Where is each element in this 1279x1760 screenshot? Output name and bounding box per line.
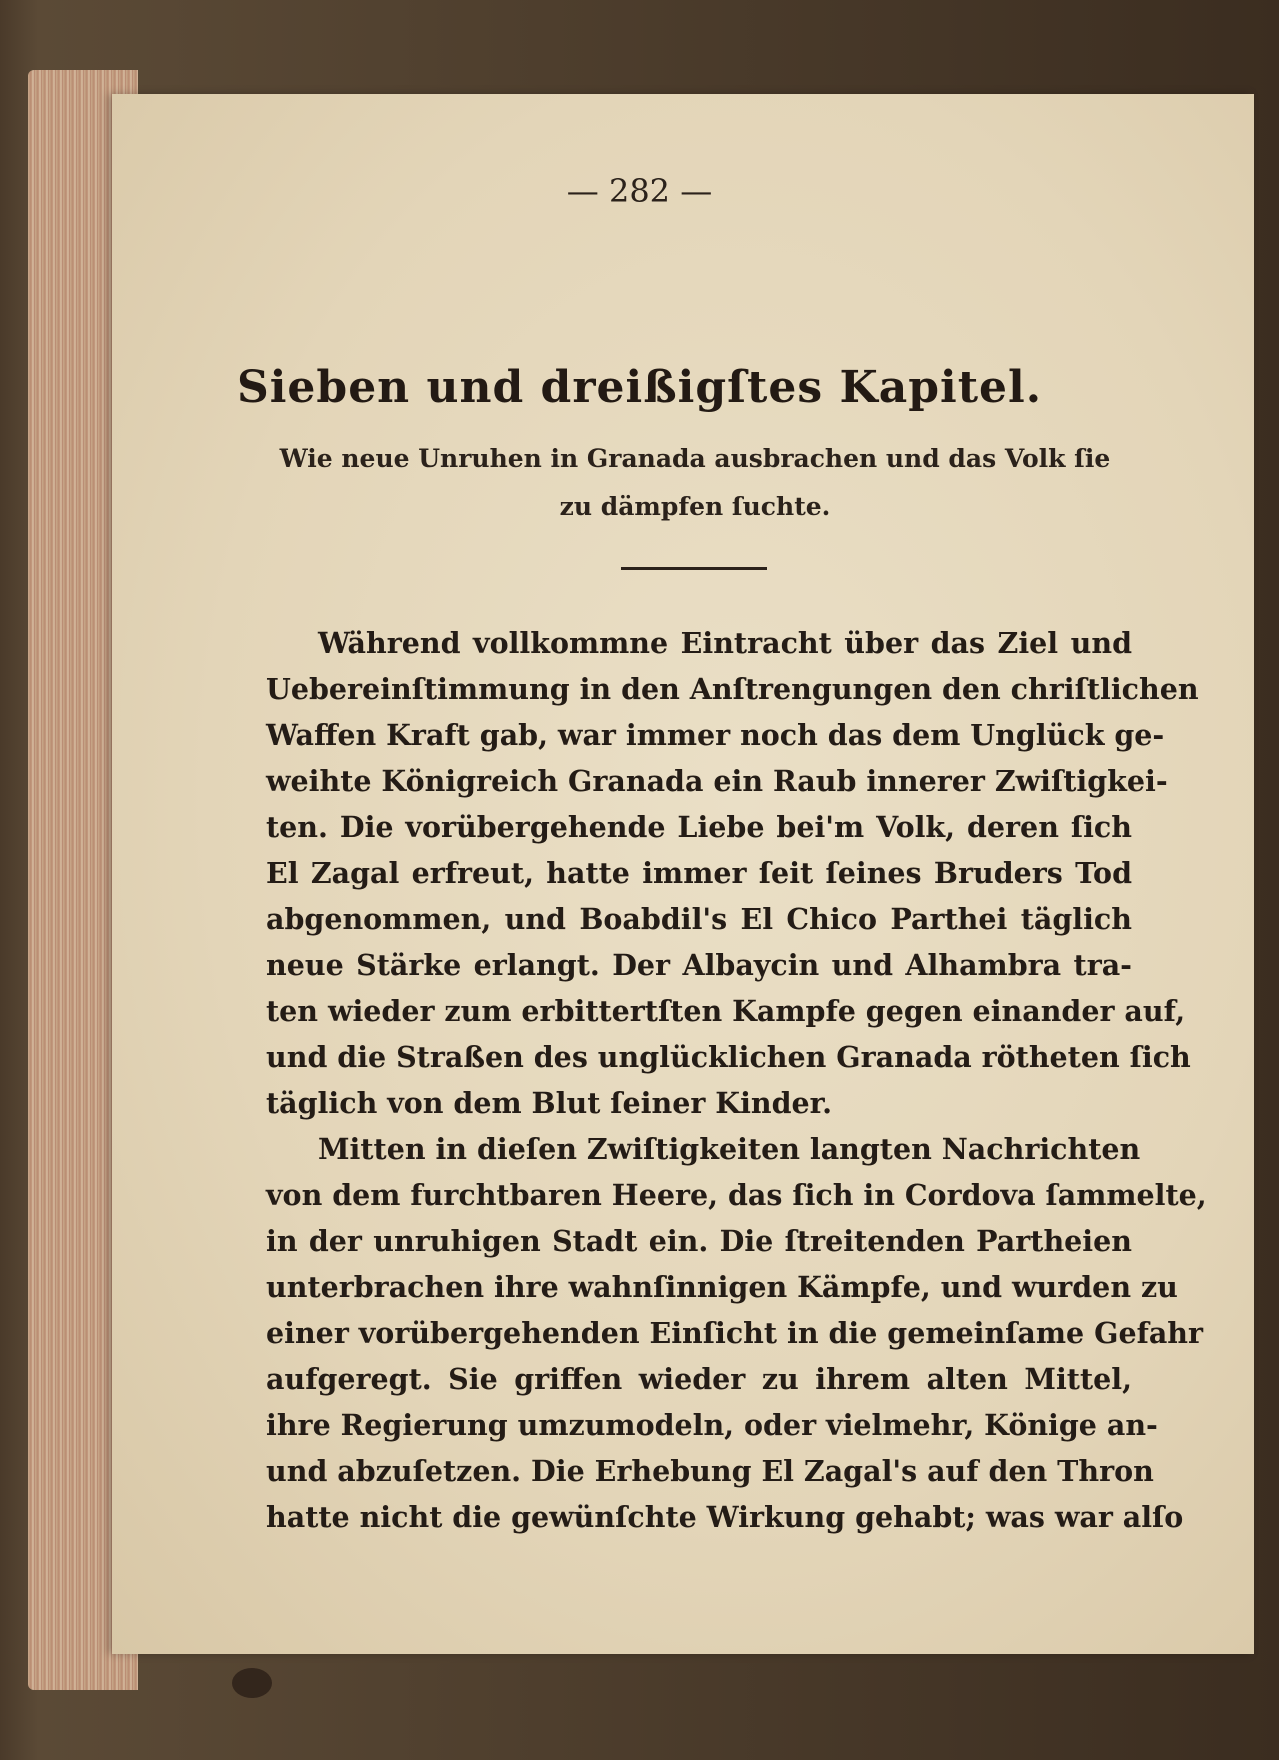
text-line: in der unruhigen Stadt ein. Die ſtreitenden Partheien (266, 1224, 1132, 1258)
text-line: und abzuſetzen. Die Erhebung El Zagal's auf den Thron (266, 1454, 1154, 1488)
divider-rule (621, 567, 767, 570)
text-line: El Zagal erfreut, hatte immer ſeit ſeines Bruders Tod (266, 856, 1132, 890)
text-line: einer vorübergehenden Einſicht in die gemeinſame Gefahr (266, 1316, 1204, 1350)
text-line: aufgeregt. Sie griffen wieder zu ihrem alten Mittel, (266, 1362, 1132, 1396)
text-line: ten wieder zum erbittertſten Kampfe gegen einander auf, (266, 994, 1186, 1028)
text-line: neue Stärke erlangt. Der Albaycin und Alhambra tra- (266, 948, 1132, 982)
text-line: unterbrachen ihre wahnſinnigen Kämpfe, und wurden zu (266, 1270, 1178, 1304)
text-line: und die Straßen des unglücklichen Granada rötheten ſich (266, 1040, 1191, 1074)
text-line: hatte nicht die gewünſchte Wirkung gehabt; was war alſo (266, 1500, 1184, 1534)
text-line: Mitten in dieſen Zwiſtigkeiten langten Nachrichten (318, 1132, 1141, 1166)
chapter-subtitle-line: Wie neue Unruhen in Granada ausbrachen und das Volk ſie (279, 444, 1111, 473)
paragraph (266, 620, 1199, 1126)
text-line: ihre Regierung umzumodeln, oder vielmehr, Könige an- (266, 1408, 1158, 1442)
chapter-title: Sieben und dreißigſtes Kapitel. (236, 362, 1043, 413)
text-line: abgenommen, und Boabdil's El Chico Parthei täglich (266, 902, 1132, 936)
text-line: weihte Königreich Granada ein Raub innerer Zwiſtigkei- (266, 764, 1168, 798)
text-line: ten. Die vorübergehende Liebe bei'm Volk, deren ſich (266, 810, 1132, 844)
page-number: — 282 — (566, 172, 713, 210)
ink-stain (232, 1668, 272, 1698)
chapter-subtitle-line: zu dämpfen ſuchte. (559, 492, 831, 521)
text-line: Während vollkommne Eintracht über das Ziel und (318, 626, 1132, 660)
paragraph (266, 1126, 1207, 1540)
body-text (266, 620, 1207, 1540)
text-line: von dem furchtbaren Heere, das ſich in Cordova ſammelte, (266, 1178, 1207, 1212)
text-line: Waffen Kraft gab, war immer noch das dem Unglück ge- (266, 718, 1165, 752)
text-line: Uebereinſtimmung in den Anſtrengungen den chriſtlichen (266, 672, 1199, 706)
text-line: täglich von dem Blut ſeiner Kinder. (266, 1086, 832, 1120)
